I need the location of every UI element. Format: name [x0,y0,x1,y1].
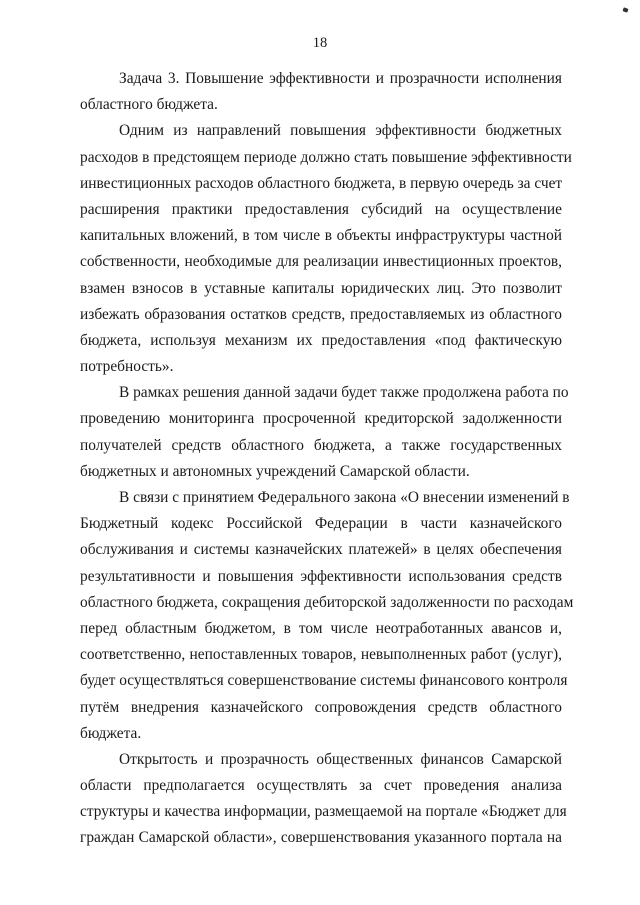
text-line: Одним из направлений повышения эффективности бюджетных [119,122,562,140]
text-line: В связи с принятием Федерального закона «О внесении изменений в [119,489,570,506]
text-line: бюджетных и автономных учреждений Самарской области. [80,462,470,480]
text-line: проведению мониторинга просроченной кредиторской задолженности [80,410,562,428]
text-line: граждан Самарской области», совершенствования указанного портала на [80,829,562,847]
text-line: перед областным бюджетом, в том числе неотработанных авансов и, [80,619,562,637]
text-line: обслуживания и системы казначейских платежей» в целях обеспечения [80,541,562,559]
text-line: бюджета. [80,724,142,742]
text-line: Бюджетный кодекс Российской Федерации в части казначейского [80,515,562,533]
page-number: 18 [312,35,328,51]
text-line: взамен взносов в уставные капиталы юридических лиц. Это позволит [80,279,562,297]
text-line: собственности, необходимые для реализации инвестиционных проектов, [80,253,562,271]
text-line: области предполагается осуществлять за счет проведения анализа [80,777,562,795]
text-line: Открытость и прозрачность общественных финансов Самарской [119,750,562,768]
text-line: получателей средств областного бюджета, а также государственных [80,436,562,454]
text-line: потребность». [80,358,174,376]
scan-mark [622,7,628,12]
text-line: структуры и качества информации, размещаемой на портале «Бюджет для [80,803,567,821]
text-line: избежать образования остатков средств, предоставляемых из областного [80,305,562,323]
text-line: соответственно, непоставленных товаров, невыполненных работ (услуг), [80,646,562,664]
text-line: инвестиционных расходов областного бюджета, в первую очередь за счет [80,174,563,192]
text-line: бюджета, используя механизм их предоставления «под фактическую [80,331,562,349]
text-line: расходов в предстоящем периоде должно стать повышение эффективности [80,148,572,166]
text-line: областного бюджета, сокращения дебиторской задолженности по расходам [80,593,574,611]
text-line: Задача 3. Повышение эффективности и прозрачности исполнения [119,70,562,87]
body-text [80,66,574,852]
text-line: результативности и повышения эффективности использования средств [80,567,562,585]
text-line: будет осуществляться совершенствование системы финансового контроля [80,672,568,690]
text-line: капитальных вложений, в том числе в объекты инфраструктуры частной [80,227,562,245]
text-line: областного бюджета. [80,96,218,114]
text-line: путём внедрения казначейского сопровождения средств областного [80,698,562,716]
text-line: расширения практики предоставления субсидий на осуществление [80,200,562,218]
text-line: В рамках решения данной задачи будет также продолжена работа по [119,384,569,402]
